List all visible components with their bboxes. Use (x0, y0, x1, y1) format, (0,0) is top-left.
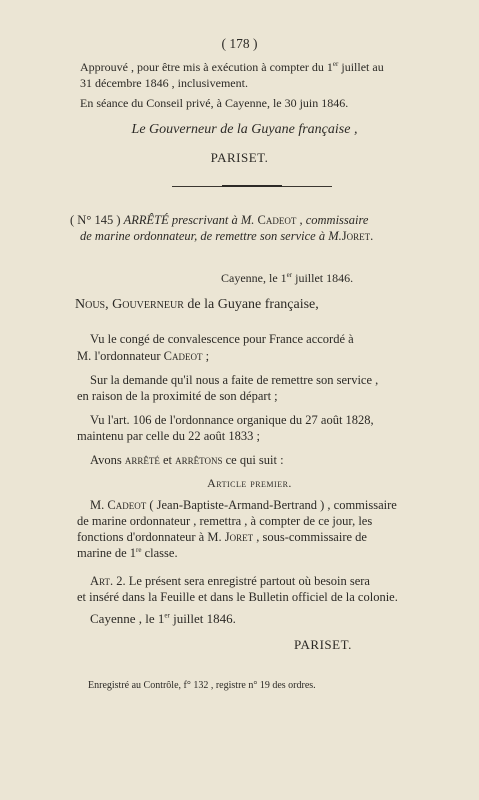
decree-number: ( N° 145 ) (70, 213, 121, 227)
art1-line-4 (77, 545, 178, 561)
vu1-name: Cadeot (163, 349, 203, 363)
art1-name-cadeot: Cadeot (107, 498, 147, 512)
decree-title-a: ARRÊTÉ prescrivant à M. (123, 213, 255, 227)
art2-label: Art. 2. (90, 574, 126, 588)
signature-pariset-2: PARISET. (294, 637, 352, 652)
avons-arrete: arrêté (124, 453, 160, 467)
dateline-pre: Cayenne, le 1 (221, 271, 287, 285)
art1-line-2: de marine ordonnateur , remettra , à compter de ce jour, les (77, 514, 373, 528)
nous-gouverneur-line (75, 297, 319, 313)
avons-post: ce qui suit : (222, 453, 284, 467)
avons-pre: Avons (90, 453, 125, 467)
dateline-sup: er (286, 271, 293, 279)
art1-l3-post: , sous-commissaire de (253, 530, 367, 544)
sur-line-1: Sur la demande qu'il nous a faite de remettre son service , (90, 373, 379, 387)
dateline-post: juillet 1846. (292, 271, 354, 285)
decree-title-b: , commissaire (299, 213, 369, 227)
sur-line-2: en raison de la proximité de son départ ; (77, 389, 278, 403)
seance-line: En séance du Conseil privé, à Cayenne, le 30 juin 1846. (80, 96, 349, 110)
dateline (221, 270, 353, 286)
art1-l3-pre: fonctions d'ordonnateur à M. (77, 530, 225, 544)
avons-line (90, 452, 284, 468)
vu1-end: ; (202, 349, 210, 363)
approval-line-2: 31 décembre 1846 , inclusivement. (80, 76, 248, 90)
closing-date (90, 611, 236, 627)
approval-text: Approuvé , pour être mis à exécution à compter du 1 (80, 60, 333, 74)
vu1-line-1: Vu le congé de convalescence pour France accordé à (90, 332, 354, 346)
governor-title: Le Gouverneur de la Guyane française , (131, 122, 358, 137)
art1-line-3 (77, 529, 367, 545)
page-number: ( 178 ) (221, 36, 258, 51)
decree-heading-line-1 (70, 212, 368, 228)
approval-sup: er (332, 60, 339, 68)
art1-pre: M. (90, 498, 108, 512)
vu2-line-2: maintenu par celle du 22 août 1833 ; (77, 429, 260, 443)
approval-text-end: juillet au (338, 60, 384, 74)
nous-gouverneur: Nous, Gouverneur (75, 297, 184, 312)
article-premier-heading: Article premier. (207, 476, 292, 490)
closing-post: juillet 1846. (169, 611, 236, 626)
closing-sup: er (164, 611, 170, 620)
art1-line-1 (90, 497, 397, 513)
art1-name-joret: Joret (224, 530, 254, 544)
approval-line-1 (80, 59, 384, 75)
decree-title-line-2: de marine ordonnateur, de remettre son service à M. (80, 229, 342, 243)
art2-line-2: et inséré dans la Feuille et dans le Bulletin officiel de la colonie. (77, 590, 398, 604)
vu1-line-2 (77, 348, 209, 364)
avons-arretons: arrêtons (175, 453, 223, 467)
vu1-text: M. l'ordonnateur (77, 349, 164, 363)
art1-post: ( Jean-Baptiste-Armand-Bertrand ) , commissaire (146, 498, 397, 512)
registration-note: Enregistré au Contrôle, f° 132 , registre n° 19 des ordres. (88, 680, 316, 691)
art1-l4-sup: re (136, 545, 142, 554)
art1-l4-pre: marine de 1 (77, 546, 137, 560)
separator-rule-center (222, 185, 282, 187)
vu2-line-1: Vu l'art. 106 de l'ordonnance organique du 27 août 1828, (90, 413, 374, 427)
decree-name-joret: Joret. (341, 229, 374, 243)
decree-heading-line-2 (80, 228, 373, 244)
art2-line-1 (90, 573, 370, 589)
avons-mid: et (159, 453, 176, 467)
art2-l1: Le présent sera enregistré partout où besoin sera (125, 574, 370, 588)
nous-rest: de la Guyane française, (183, 297, 319, 312)
decree-name-cadeot: Cadeot (257, 213, 297, 227)
closing-pre: Cayenne , le 1 (90, 611, 165, 626)
signature-pariset-1: PARISET. (210, 150, 269, 165)
art1-l4-post: classe. (141, 546, 178, 560)
